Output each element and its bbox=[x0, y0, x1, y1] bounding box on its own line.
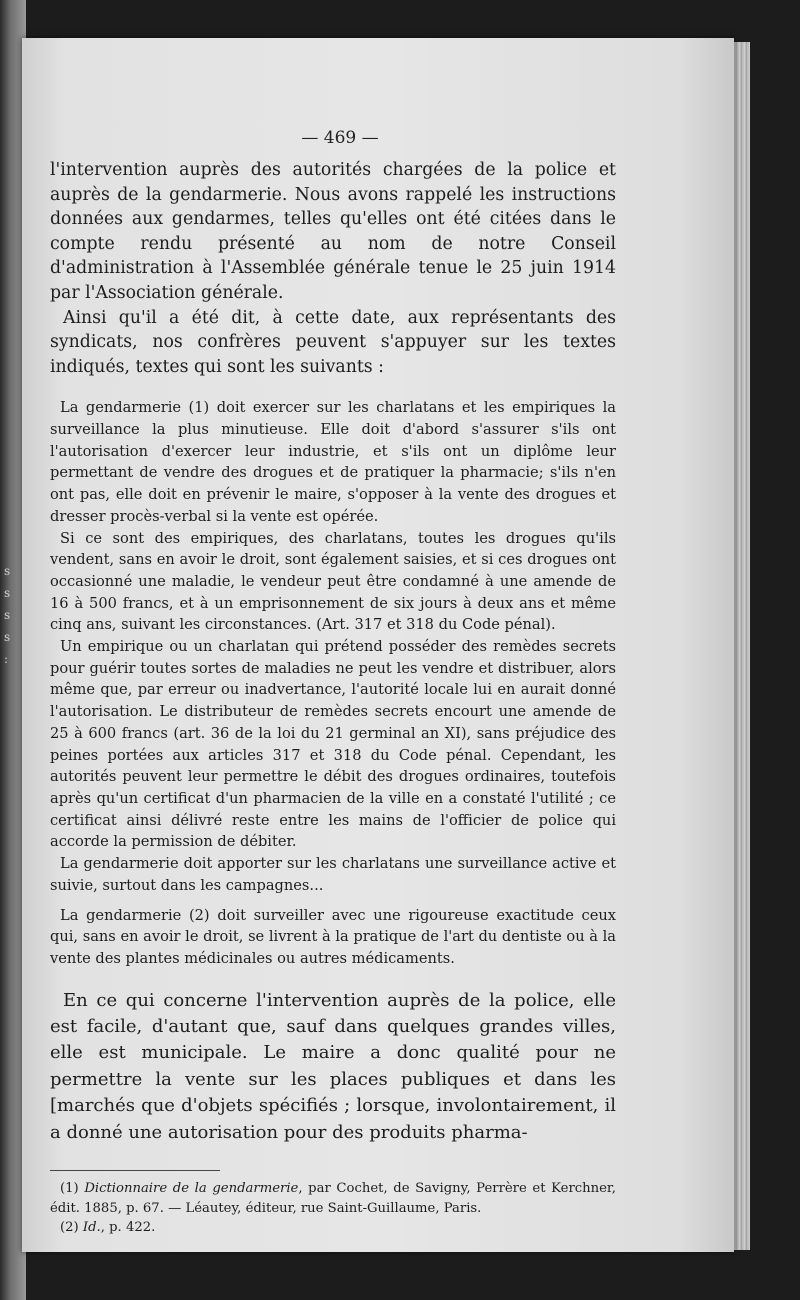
footnote-rule bbox=[50, 1170, 220, 1171]
footnote-2 bbox=[50, 1218, 616, 1238]
margin-mark: s bbox=[4, 586, 11, 600]
quote-paragraph-4: La gendarmerie doit apporter sur les charlatans une surveillance active et suivie, surtout dans les campagnes... bbox=[50, 855, 616, 894]
footnote-2-title: Id. bbox=[82, 1220, 101, 1236]
conclusion-paragraph: En ce qui concerne l'intervention auprès de la police, elle est facile, d'autant que, sauf dans quelques grandes villes, elle est municipale. Le maire a donc qualité pour ne permettre la vente sur les places publiques et dans les [marchés que d'objets spécifiés ; lorsque, involontairement, il a donné une autorisation pour des produits pharma- bbox=[50, 989, 616, 1143]
footnote-2-text: , p. 422. bbox=[100, 1220, 156, 1236]
intro-paragraph-1: l'intervention auprès des autorités chargées de la police et auprès de la gendarmerie. Nous avons rappelé les instructions données aux gendarmes, telles qu'elles ont été citées dans le compte rendu présenté au nom de notre Conseil d'administration à l'Assemblée générale tenue le 25 juin 1914 par l'Association générale. bbox=[50, 160, 616, 303]
footnote-1 bbox=[50, 1179, 616, 1218]
left-margin-marks bbox=[4, 560, 14, 670]
margin-mark: : bbox=[4, 652, 9, 666]
footnote-1-mark: (1) bbox=[60, 1181, 79, 1197]
footnote-1-text: , par Cochet, de Savigny, Perrère et Kerchner, édit. 1885, p. 67. — Léautey, éditeur, rue Saint-Guillaume, Paris. bbox=[50, 1181, 616, 1216]
margin-mark: s bbox=[4, 608, 11, 622]
margin-mark: s bbox=[4, 564, 11, 578]
page-body bbox=[50, 158, 616, 1238]
quote-paragraph-5: La gendarmerie (2) doit surveiller avec une rigoureuse exactitude ceux qui, sans en avoir le droit, se livrent à la pratique de l'art du dentiste ou à la vente des plantes médicinales ou autres médicaments. bbox=[50, 906, 616, 967]
footnote-2-mark: (2) bbox=[60, 1220, 79, 1236]
quote-paragraph-1: La gendarmerie (1) doit exercer sur les charlatans et les empiriques la surveillance la plus minutieuse. Elle doit d'abord s'assurer s'ils ont l'autorisation d'exercer leur industrie, et s'ils ont un diplôme leur permettant de vendre des drogues et de pratiquer la pharmacie; s'ils n'en ont pas, elle doit en prévenir le maire, s'opposer à la vente des drogues et dresser procès-verbal si la vente est opérée. bbox=[50, 399, 616, 525]
footnote-1-title: Dictionnaire de la gendarmerie bbox=[84, 1181, 299, 1197]
intro-paragraph-2: Ainsi qu'il a été dit, à cette date, aux représentants des syndicats, nos confrères peuvent s'appuyer sur les textes indiqués, textes qui sont les suivants : bbox=[50, 307, 616, 377]
margin-mark: s bbox=[4, 630, 11, 644]
page-number: — 469 — bbox=[301, 128, 379, 148]
quote-paragraph-3: Un empirique ou un charlatan qui prétend posséder des remèdes secrets pour guérir toutes sortes de maladies ne peut les vendre et distribuer, alors même que, par erreur ou inadvertance, l'autorité locale lui en aurait donné l'autorisation. Le distributeur de remèdes secrets encourt une amende de 25 à 600 francs (art. 36 de la loi du 21 germinal an XI), sans préjudice des peines portées aux articles 317 et 318 du Code pénal. Cependant, les autorités peuvent leur permettre le débit des drogues ordinaires, toutefois après qu'un certificat d'un pharmacien de la ville en a constaté l'utilité ; ce certificat ainsi délivré reste entre les mains de l'officier de police qui accorde la permission de débiter. bbox=[50, 638, 616, 851]
quoted-instructions bbox=[50, 397, 616, 969]
quote-paragraph-2: Si ce sont des empiriques, des charlatans, toutes les drogues qu'ils vendent, sans en avoir le droit, sont également saisies, et si ces drogues ont occasionné une maladie, le vendeur peut être condamné à une amende de 16 à 500 francs, et à un emprisonnement de six jours à deux ans et même cinq ans, suivant les circonstances. (Art. 317 et 318 du Code pénal). bbox=[50, 529, 616, 634]
